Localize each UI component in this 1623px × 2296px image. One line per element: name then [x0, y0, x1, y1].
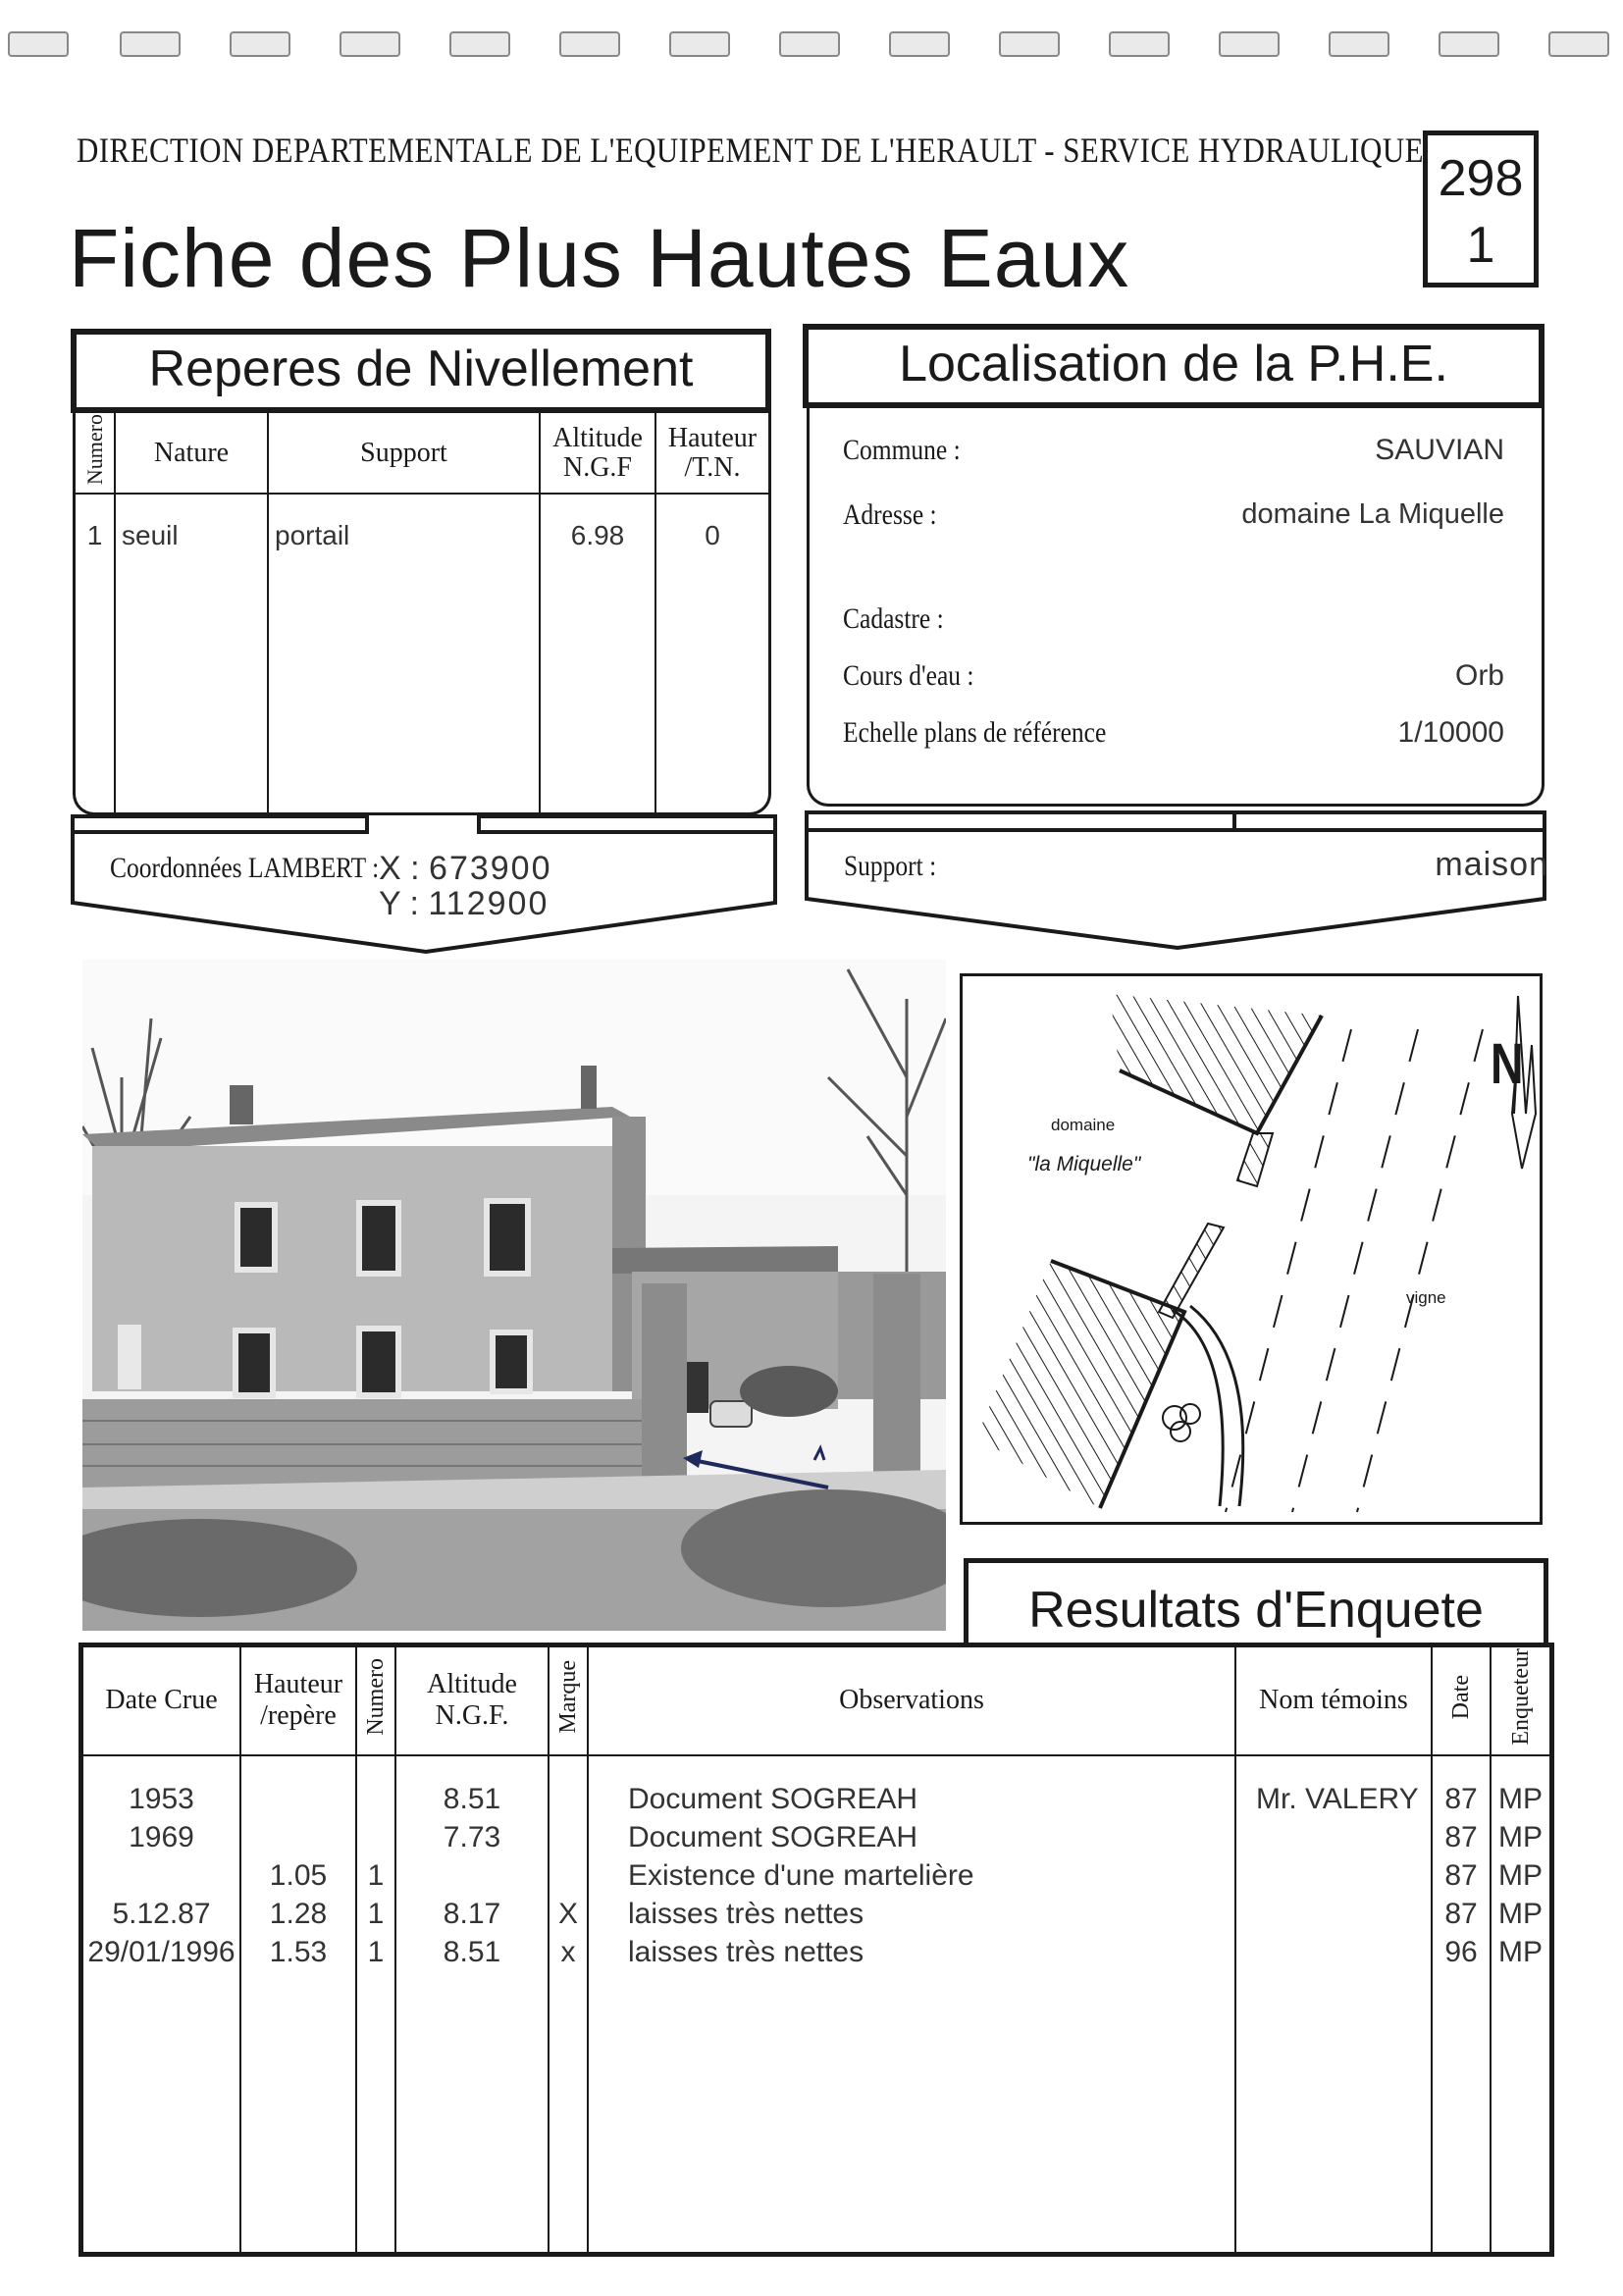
binder-hole: [1439, 31, 1499, 57]
enq-enqueteur-list: [1491, 1755, 1549, 2252]
map-label-domaine: domaine: [1051, 1116, 1116, 1134]
reperes-section-title: Reperes de Nivellement: [71, 329, 771, 413]
cell: 29/01/1996: [87, 1935, 236, 1968]
cell: [242, 1780, 354, 1818]
loc-commune-value: SAUVIAN: [1375, 434, 1504, 466]
cell: 87: [1444, 1782, 1478, 1815]
col-nom-temoins: Nom témoins: [1235, 1647, 1432, 1755]
enq-marque-list: [549, 1755, 588, 2252]
lambert-x-label: X :: [379, 850, 420, 887]
cell: [550, 1780, 586, 1818]
cell: X: [557, 1897, 578, 1930]
col-altitude: Altitude N.G.F: [540, 413, 655, 494]
reperes-table: [76, 413, 768, 815]
loc-cours-row: [843, 659, 1504, 693]
loc-commune-label: Commune :: [843, 434, 961, 466]
enq-nom-list: [1235, 1755, 1432, 2252]
cell: Document SOGREAH: [628, 1782, 918, 1815]
loc-commune-row: [843, 434, 1504, 467]
col-numero-label: Numero: [363, 1657, 389, 1736]
col-marque-label: Marque: [555, 1659, 581, 1734]
loc-adresse-value: domaine La Miquelle: [1241, 498, 1504, 530]
loc-cadastre-label: Cadastre :: [843, 602, 944, 635]
cell: [242, 1818, 354, 1856]
loc-adresse-label: Adresse :: [843, 498, 937, 531]
table-row: [76, 494, 768, 815]
enquete-header-row: [83, 1647, 1549, 1755]
col-enqueteur-label: Enqueteur: [1507, 1648, 1534, 1746]
reperes-header-row: [76, 413, 768, 494]
site-photo: [82, 960, 946, 1631]
loc-cadastre-row: [843, 602, 1504, 636]
cell: [84, 1856, 238, 1895]
rep-numero: 1: [76, 494, 115, 815]
enq-altitude-list: [395, 1755, 549, 2252]
binder-hole: [1219, 31, 1280, 57]
cell: 87: [1444, 1820, 1478, 1853]
cell: [550, 1818, 586, 1856]
cell: MP: [1498, 1820, 1543, 1853]
support-value: maison: [1435, 846, 1548, 883]
cell: 87: [1444, 1897, 1478, 1930]
col-marque: [549, 1647, 588, 1755]
cell: laisses très nettes: [628, 1897, 864, 1930]
enq-numero-list: [356, 1755, 395, 2252]
sheet-id-top: 298: [1438, 150, 1524, 207]
col-altitude-ngf: Altitude N.G.F.: [395, 1647, 549, 1755]
table-row: [83, 1755, 1549, 2252]
cell: 96: [1444, 1935, 1478, 1968]
col-hauteur: Hauteur /T.N.: [655, 413, 768, 494]
cell: 87: [1444, 1858, 1478, 1892]
cell: 1: [367, 1935, 385, 1968]
col-numero-label: Numero: [81, 414, 107, 486]
cell: [550, 1856, 586, 1895]
col-enqueteur: [1491, 1647, 1549, 1755]
loc-echelle-value: 1/10000: [1397, 716, 1504, 749]
enquete-section-title: Resultats d'Enquete: [964, 1558, 1548, 1644]
cell: MP: [1498, 1935, 1543, 1968]
cell: 1953: [129, 1782, 194, 1815]
map-label-vigne: vigne: [1406, 1288, 1446, 1307]
enquete-panel: [79, 1643, 1554, 2257]
loc-cours-value: Orb: [1454, 659, 1504, 692]
map-drawing: [963, 976, 1540, 1522]
col-hauteur-repere: Hauteur /repère: [240, 1647, 356, 1755]
reperes-panel: [73, 413, 771, 815]
binder-hole: [999, 31, 1060, 57]
sheet-id-bottom: 1: [1466, 217, 1495, 274]
lambert-label: Coordonnées LAMBERT :: [110, 852, 380, 884]
location-map: [960, 973, 1543, 1525]
loc-adresse-row: [843, 498, 1504, 532]
col-date-label: Date: [1448, 1674, 1474, 1719]
cell: 7.73: [443, 1820, 501, 1853]
lambert-y: [379, 885, 549, 923]
enq-date-list: [1432, 1755, 1491, 2252]
cell: 1969: [129, 1820, 194, 1853]
col-numero: [356, 1647, 395, 1755]
rep-nature: seuil: [115, 494, 268, 815]
cell: [358, 1818, 393, 1856]
col-date-crue: Date Crue: [83, 1647, 240, 1755]
support-label: Support :: [844, 850, 937, 882]
col-date: [1432, 1647, 1491, 1755]
localisation-panel: [807, 408, 1544, 807]
cell: 1.28: [269, 1897, 328, 1930]
cell: laisses très nettes: [628, 1935, 864, 1968]
cell: MP: [1498, 1897, 1543, 1930]
binder-hole: [449, 31, 510, 57]
col-nature: Nature: [115, 413, 268, 494]
binder-hole: [779, 31, 840, 57]
cell: Document SOGREAH: [628, 1820, 918, 1853]
cell: 1.05: [269, 1858, 328, 1892]
lambert-x-value: 673900: [429, 850, 552, 887]
cell: 5.12.87: [112, 1897, 211, 1930]
binder-hole: [230, 31, 290, 57]
binder-hole: [1109, 31, 1170, 57]
binder-hole: [1329, 31, 1389, 57]
cell: 8.17: [443, 1897, 501, 1930]
localisation-section-title: Localisation de la P.H.E.: [803, 324, 1544, 408]
page-title: Fiche des Plus Hautes Eaux: [69, 212, 1130, 304]
cell: MP: [1498, 1782, 1543, 1815]
lambert-x: [379, 850, 552, 888]
rep-hauteur: 0: [705, 520, 720, 551]
lambert-y-label: Y :: [379, 885, 419, 922]
enq-observations-list: [588, 1755, 1235, 2252]
cell: 1: [367, 1858, 385, 1892]
loc-cours-label: Cours d'eau :: [843, 659, 974, 692]
cell: 1: [367, 1897, 385, 1930]
cell: 1.53: [269, 1935, 328, 1968]
map-label-miquelle: "la Miquelle": [1027, 1153, 1141, 1175]
binder-hole: [8, 31, 69, 57]
enquete-table: [83, 1647, 1549, 2252]
loc-echelle-label: Echelle plans de référence: [843, 716, 1107, 749]
loc-echelle-row: [843, 716, 1504, 750]
col-support: Support: [268, 413, 540, 494]
binder-hole: [120, 31, 181, 57]
cell: 8.51: [443, 1935, 501, 1968]
enq-hauteur-list: [240, 1755, 356, 2252]
lambert-y-value: 112900: [428, 885, 550, 922]
col-numero: [76, 413, 115, 494]
cell: Mr. VALERY: [1256, 1782, 1419, 1815]
cell: [358, 1780, 393, 1818]
binder-hole: [559, 31, 620, 57]
agency-header: DIRECTION DEPARTEMENTALE DE L'EQUIPEMENT DE L'HERAULT - SERVICE HYDRAULIQUE: [77, 130, 1424, 170]
north-label: N: [1491, 1032, 1524, 1096]
binder-hole: [889, 31, 950, 57]
binder-hole: [669, 31, 730, 57]
cell: 8.51: [443, 1782, 501, 1815]
rep-support: portail: [268, 494, 540, 815]
rep-altitude: 6.98: [540, 494, 655, 815]
cell: MP: [1498, 1858, 1543, 1892]
binder-hole: [340, 31, 400, 57]
cell: x: [560, 1935, 576, 1968]
cell: [397, 1856, 547, 1895]
binder-hole: [1548, 31, 1609, 57]
enq-date-crue-list: [83, 1755, 240, 2252]
cell: Existence d'une martelière: [628, 1858, 974, 1892]
sheet-id-box: [1423, 130, 1539, 287]
col-observations: Observations: [588, 1647, 1235, 1755]
